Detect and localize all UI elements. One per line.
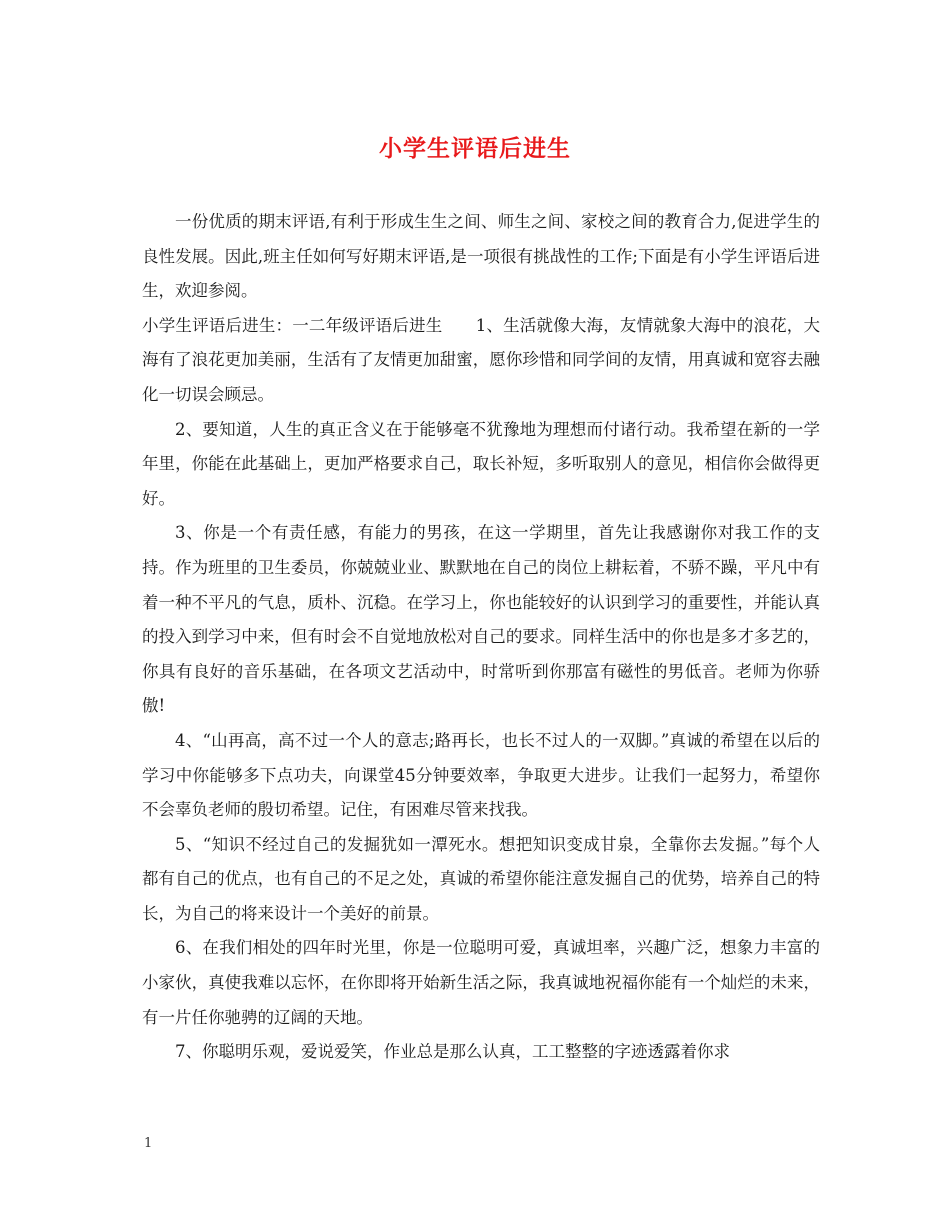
paragraph-3: 3、你是一个有责任感，有能力的男孩，在这一学期里，首先让我感谢你对我工作的支持。作为班里的卫生委员，你兢兢业业、默默地在自己的岗位上耕耘着，不骄不躁，平凡中有着一种不平凡的气息，质朴、沉稳。在学习上，你也能较好的认识到学习的重要性，并能认真的投入到学习中来，但有时会不自觉地放松对自己的要求。同样生活中的你也是多才多艺的，你具有良好的音乐基础，在各项文艺活动中，时常听到你那富有磁性的男低音。老师为你骄傲! [142, 523, 820, 716]
paragraph-5: 5、“知识不经过自己的发掘犹如一潭死水。想把知识变成甘泉，全靠你去发掘。”每个人都有自己的优点，也有自己的不足之处，真诚的希望你能注意发掘自己的优势，培养自己的特长，为自己的将来设计一个美好的前景。 [142, 834, 820, 923]
paragraph-2: 2、要知道，人生的真正含义在于能够毫不犹豫地为理想而付诸行动。我希望在新的一学年里，你能在此基础上，更加严格要求自己，取长补短，多听取别人的意见，相信你会做得更好。 [142, 419, 820, 508]
document-body [142, 205, 820, 1070]
document-title: 小学生评语后进生 [379, 135, 571, 162]
paragraph-intro: 一份优质的期末评语,有利于形成生生之间、师生之间、家校之间的教育合力,促进学生的良性发展。因此,班主任如何写好期末评语,是一项很有挑战性的工作;下面是有小学生评语后进生，欢迎参阅。 [142, 212, 820, 301]
page-number: 1 [144, 1136, 153, 1151]
paragraph-1: 小学生评语后进生：一二年级评语后进生 1、生活就像大海，友情就象大海中的浪花，大海有了浪花更加美丽，生活有了友情更加甜蜜，愿你珍惜和同学间的友情，用真诚和宽容去融化一切误会顾忌。 [142, 315, 820, 404]
paragraph-7: 7、你聪明乐观，爱说爱笑，作业总是那么认真，工工整整的字迹透露着你求 [175, 1042, 730, 1062]
paragraph-6: 6、在我们相处的四年时光里，你是一位聪明可爱，真诚坦率，兴趣广泛，想象力丰富的小家伙，真使我难以忘怀，在你即将开始新生活之际，我真诚地祝福你能有一个灿烂的未来，有一片任你驰骋的辽阔的天地。 [142, 938, 820, 1027]
paragraph-4: 4、“山再高，高不过一个人的意志;路再长，也长不过人的一双脚。”真诚的希望在以后的学习中你能够多下点功夫，向课堂45分钟要效率，争取更大进步。让我们一起努力，希望你不会辜负老师的殷切希望。记住，有困难尽管来找我。 [142, 730, 820, 820]
